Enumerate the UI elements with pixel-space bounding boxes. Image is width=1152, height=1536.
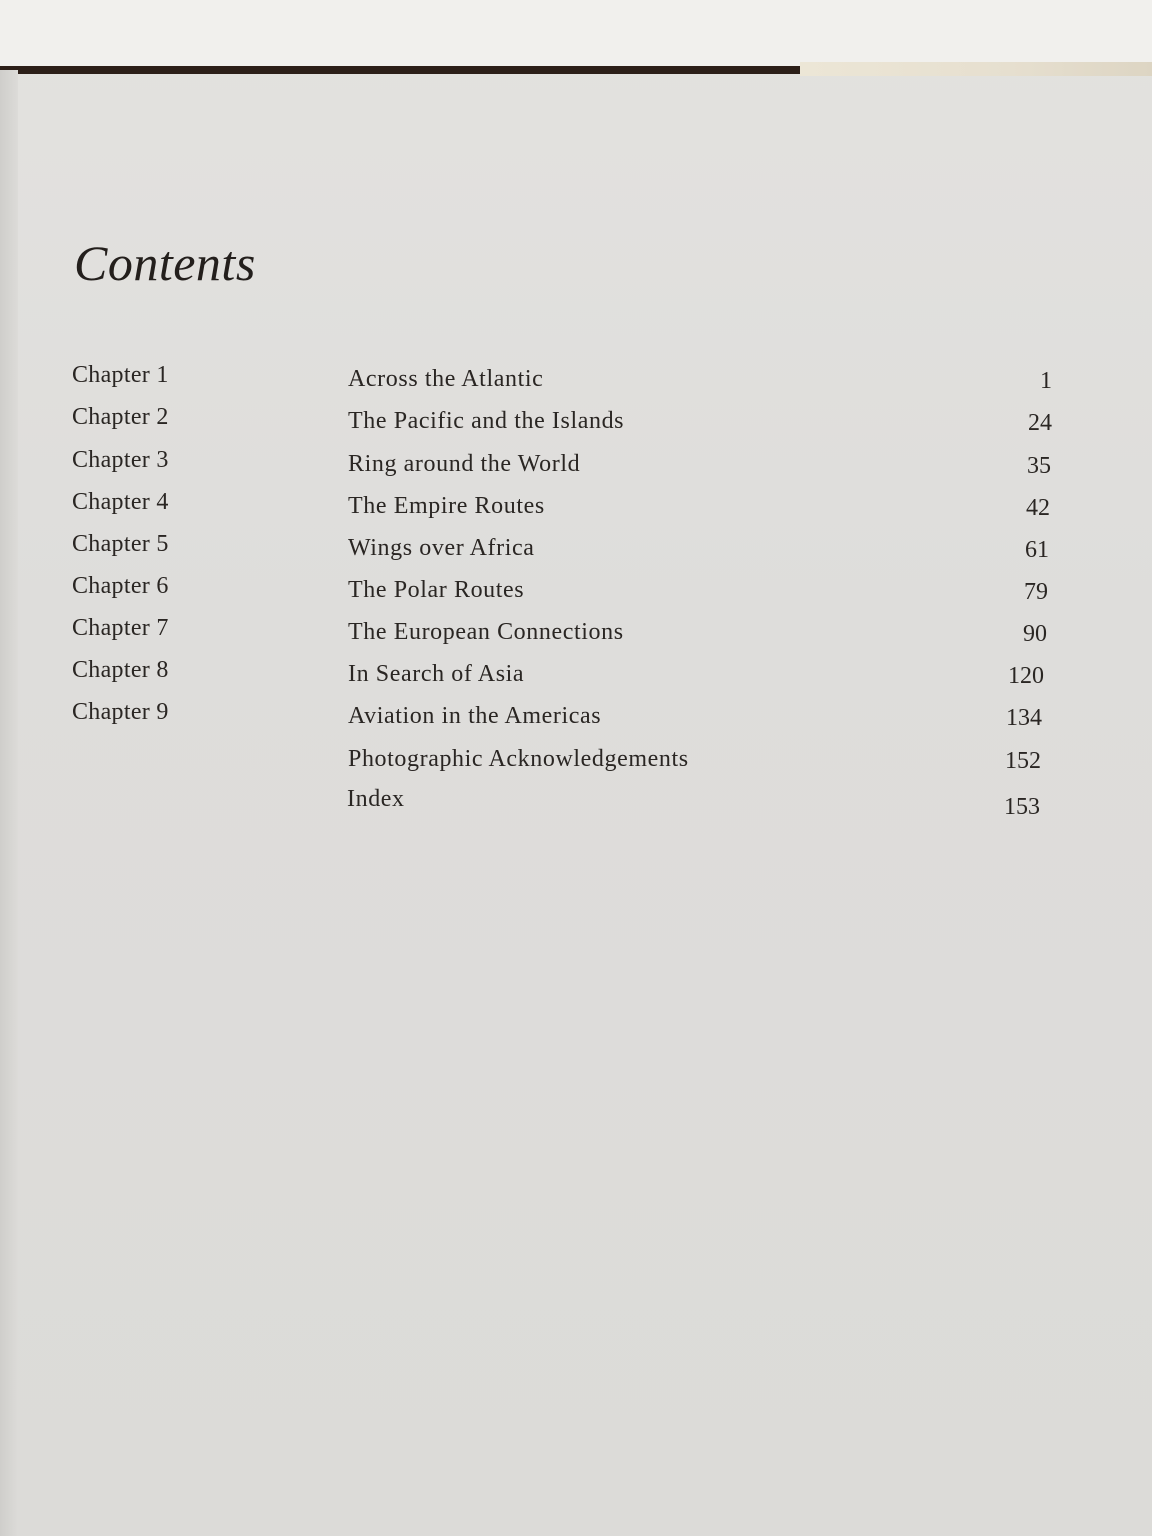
toc-row	[0, 657, 1152, 699]
toc-row	[0, 531, 1152, 573]
toc-entry-title: In Search of Asia	[348, 661, 525, 687]
toc-row	[0, 699, 1152, 741]
toc-entry-title: The European Connections	[348, 619, 624, 645]
toc-chapter-label: Chapter 9	[72, 699, 169, 725]
toc-chapter-label: Chapter 8	[72, 657, 169, 683]
toc-chapter-label: Chapter 7	[72, 615, 169, 641]
cover-edge-dark	[0, 66, 800, 74]
toc-entry-title: Photographic Acknowledgements	[348, 746, 689, 772]
toc-page-number: 24	[1028, 410, 1052, 436]
toc-page-number: 90	[1023, 621, 1047, 647]
toc-entry-title: The Polar Routes	[348, 577, 525, 603]
toc-chapter-label: Chapter 3	[72, 447, 169, 473]
toc-entry-title: Aviation in the Americas	[348, 703, 602, 729]
toc-page-number: 35	[1027, 453, 1051, 479]
toc-row	[0, 784, 1152, 826]
toc-page-number: 1	[1040, 368, 1052, 394]
toc-entry-title: Across the Atlantic	[348, 366, 544, 392]
toc-page-number: 152	[1005, 748, 1041, 774]
toc-row	[0, 362, 1152, 404]
toc-chapter-label: Chapter 5	[72, 531, 169, 557]
toc-chapter-label: Chapter 1	[72, 362, 169, 388]
toc-row	[0, 573, 1152, 615]
toc-entry-title: The Pacific and the Islands	[348, 408, 625, 434]
toc-entry-title: Ring around the World	[348, 451, 581, 477]
toc-entry-title: Index	[347, 786, 405, 812]
toc-page-number: 79	[1024, 579, 1048, 605]
toc-row	[0, 447, 1152, 489]
toc-entry-title: Wings over Africa	[348, 535, 535, 561]
cover-edge-light	[800, 62, 1152, 76]
toc-page-number: 42	[1026, 495, 1050, 521]
toc-row	[0, 489, 1152, 531]
toc-page-number: 61	[1025, 537, 1049, 563]
toc-page-number: 153	[1004, 794, 1040, 820]
toc-page-number: 134	[1006, 705, 1042, 731]
toc-chapter-label: Chapter 2	[72, 404, 169, 430]
toc-chapter-label: Chapter 4	[72, 489, 169, 515]
toc-row	[0, 742, 1152, 784]
background-strip	[0, 0, 1152, 68]
toc-chapter-label: Chapter 6	[72, 573, 169, 599]
toc-entry-title: The Empire Routes	[348, 493, 545, 519]
toc-row	[0, 404, 1152, 446]
page-title: Contents	[74, 235, 256, 291]
toc-page-number: 120	[1008, 663, 1044, 689]
toc-row	[0, 615, 1152, 657]
